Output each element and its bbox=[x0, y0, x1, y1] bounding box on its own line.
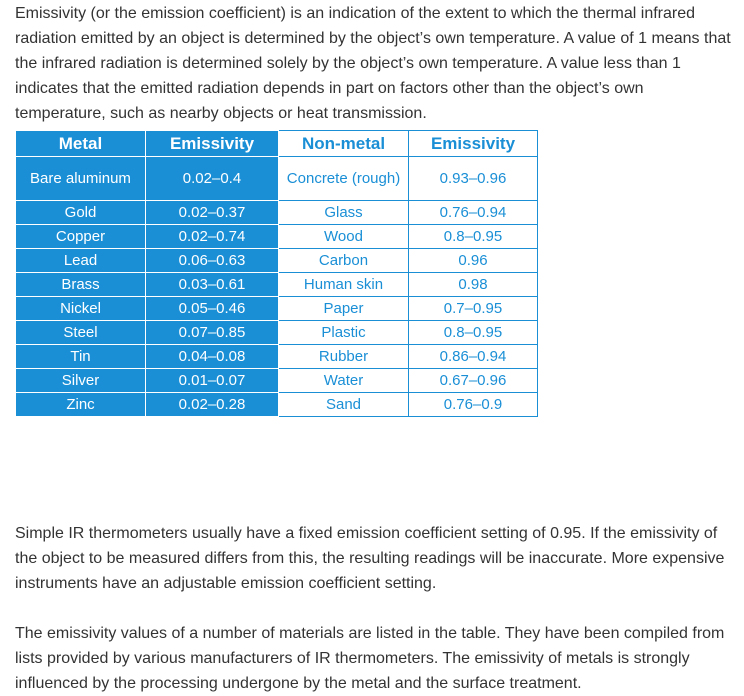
metal-cell: Nickel bbox=[16, 297, 146, 321]
emissivity-table bbox=[15, 130, 538, 417]
non-metal-cell: Plastic bbox=[279, 321, 409, 345]
table-source-paragraph: The emissivity values of a number of materials are listed in the table. They have been compiled from lists provided by various manufacturers of IR thermometers. The emissivity of metals is strongly influenced by the processing undergone by the metal and the surface treatment. bbox=[15, 625, 725, 692]
table-row bbox=[16, 345, 538, 369]
metal-emissivity-cell: 0.05–0.46 bbox=[146, 297, 279, 321]
metal-emissivity-cell: 0.03–0.61 bbox=[146, 273, 279, 297]
header-non-metal: Non-metal bbox=[279, 131, 409, 157]
article-content bbox=[15, 0, 737, 696]
table-row bbox=[16, 273, 538, 297]
non-metal-emissivity-cell: 0.7–0.95 bbox=[409, 297, 538, 321]
non-metal-emissivity-cell: 0.98 bbox=[409, 273, 538, 297]
non-metal-emissivity-cell: 0.76–0.9 bbox=[409, 393, 538, 417]
metal-cell: Copper bbox=[16, 225, 146, 249]
metal-cell: Silver bbox=[16, 369, 146, 393]
non-metal-cell: Glass bbox=[279, 201, 409, 225]
non-metal-emissivity-cell: 0.76–0.94 bbox=[409, 201, 538, 225]
metal-cell: Steel bbox=[16, 321, 146, 345]
table-row bbox=[16, 393, 538, 417]
metal-emissivity-cell: 0.02–0.28 bbox=[146, 393, 279, 417]
metal-cell: Brass bbox=[16, 273, 146, 297]
non-metal-cell: Wood bbox=[279, 225, 409, 249]
non-metal-emissivity-cell: 0.67–0.96 bbox=[409, 369, 538, 393]
non-metal-cell: Paper bbox=[279, 297, 409, 321]
non-metal-cell: Sand bbox=[279, 393, 409, 417]
table-header-row bbox=[16, 131, 538, 157]
table-row bbox=[16, 249, 538, 273]
header-non-metal-emissivity: Emissivity bbox=[409, 131, 538, 157]
intro-paragraph: Emissivity (or the emission coefficient) is an indication of the extent to which the thermal infrared radiation emitted by an object is determined by the object’s own temperature. A value of 1 means that the infrared radiation is determined solely by the object’s own temperature. A value less than 1 indicates that the emitted radiation depends in part on factors other than the object’s own temperature, such as nearby objects or heat transmission. bbox=[15, 5, 731, 122]
metal-cell: Tin bbox=[16, 345, 146, 369]
non-metal-emissivity-cell: 0.93–0.96 bbox=[409, 157, 538, 201]
metal-cell: Zinc bbox=[16, 393, 146, 417]
metal-emissivity-cell: 0.02–0.74 bbox=[146, 225, 279, 249]
thermometer-paragraph: Simple IR thermometers usually have a fixed emission coefficient setting of 0.95. If the emissivity of the object to be measured differs from this, the resulting readings will be inaccurate. More expensive instruments have an adjustable emission coefficient setting. bbox=[15, 525, 725, 592]
table-row bbox=[16, 201, 538, 225]
non-metal-cell: Rubber bbox=[279, 345, 409, 369]
metal-emissivity-cell: 0.02–0.4 bbox=[146, 157, 279, 201]
metal-cell: Bare aluminum bbox=[16, 157, 146, 201]
table-row bbox=[16, 369, 538, 393]
table-row bbox=[16, 225, 538, 249]
non-metal-cell: Concrete (rough) bbox=[279, 157, 409, 201]
metal-cell: Gold bbox=[16, 201, 146, 225]
table-row bbox=[16, 297, 538, 321]
non-metal-emissivity-cell: 0.96 bbox=[409, 249, 538, 273]
metal-emissivity-cell: 0.04–0.08 bbox=[146, 345, 279, 369]
non-metal-cell: Water bbox=[279, 369, 409, 393]
non-metal-emissivity-cell: 0.86–0.94 bbox=[409, 345, 538, 369]
metal-emissivity-cell: 0.01–0.07 bbox=[146, 369, 279, 393]
metal-emissivity-cell: 0.06–0.63 bbox=[146, 249, 279, 273]
metal-emissivity-cell: 0.02–0.37 bbox=[146, 201, 279, 225]
non-metal-cell: Carbon bbox=[279, 249, 409, 273]
table-row bbox=[16, 157, 538, 201]
non-metal-emissivity-cell: 0.8–0.95 bbox=[409, 225, 538, 249]
table-row bbox=[16, 321, 538, 345]
header-metal-emissivity: Emissivity bbox=[146, 131, 279, 157]
non-metal-cell: Human skin bbox=[279, 273, 409, 297]
non-metal-emissivity-cell: 0.8–0.95 bbox=[409, 321, 538, 345]
header-metal: Metal bbox=[16, 131, 146, 157]
metal-cell: Lead bbox=[16, 249, 146, 273]
metal-emissivity-cell: 0.07–0.85 bbox=[146, 321, 279, 345]
